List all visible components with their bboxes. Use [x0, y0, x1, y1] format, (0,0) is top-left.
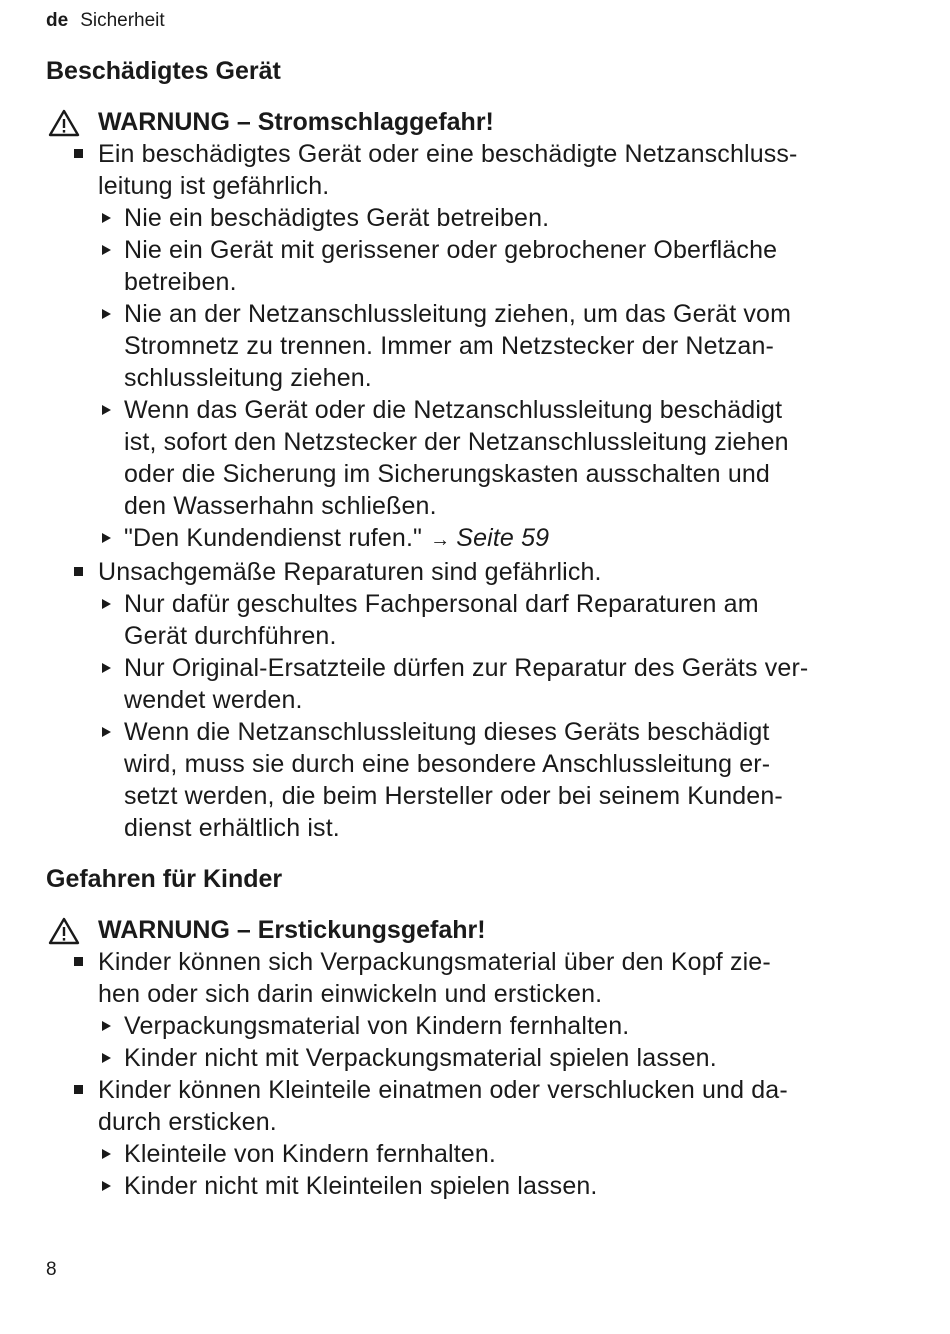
text-line: Verpackungsmaterial von Kindern fernhalten. [124, 1012, 630, 1040]
text-line: Nie an der Netzanschlussleitung ziehen, um das Gerät vom [124, 300, 792, 328]
action-item [46, 716, 896, 844]
triangle-bullet-icon [102, 213, 111, 223]
text-line: Kinder können sich Verpackungsmaterial über den Kopf zie- [98, 948, 771, 976]
action-item [46, 1010, 896, 1042]
triangle-bullet-icon [102, 1053, 111, 1063]
triangle-bullet-icon [102, 533, 111, 543]
triangle-bullet-icon [102, 1149, 111, 1159]
page-content [46, 54, 896, 1202]
text-line: dienst erhältlich ist. [124, 814, 340, 842]
hazard-item [46, 138, 896, 202]
page-header [46, 9, 165, 33]
text-line: schlussleitung ziehen. [124, 364, 372, 392]
triangle-bullet-icon [102, 599, 111, 609]
triangle-bullet-icon [102, 309, 111, 319]
action-item [46, 234, 896, 298]
text-line: Nie ein beschädigtes Gerät betreiben. [124, 204, 550, 232]
triangle-bullet-icon [102, 727, 111, 737]
language-code: de [46, 10, 69, 31]
text-line: oder die Sicherung im Sicherungskasten ausschalten und [124, 460, 770, 488]
text-line: Ein beschädigtes Gerät oder eine beschädigte Netzanschluss- [98, 140, 798, 168]
text-line: Stromnetz zu trennen. Immer am Netzstecker der Netzan- [124, 332, 774, 360]
text-line: betreiben. [124, 268, 237, 296]
text-line: leitung ist gefährlich. [98, 172, 330, 200]
text-line: Nur Original-Ersatzteile dürfen zur Reparatur des Geräts ver- [124, 654, 809, 682]
section-heading: Gefahren für Kinder [46, 865, 283, 893]
text-line: Kinder nicht mit Kleinteilen spielen lassen. [124, 1172, 598, 1200]
action-item [46, 1138, 896, 1170]
triangle-bullet-icon [102, 405, 111, 415]
text-line: Nie ein Gerät mit gerissener oder gebrochener Oberfläche [124, 236, 778, 264]
square-bullet-icon [74, 149, 83, 158]
action-item [46, 588, 896, 652]
warning-triangle-icon [48, 917, 80, 945]
action-item [46, 1042, 896, 1074]
page-reference: Seite 59 [456, 524, 550, 552]
action-item [46, 298, 896, 394]
warning-text: WARNUNG – Stromschlaggefahr! [98, 108, 494, 136]
square-bullet-icon [74, 957, 83, 966]
action-item [46, 1170, 896, 1202]
section-name: Sicherheit [80, 10, 165, 31]
text-line: ist, sofort den Netzstecker der Netzanschlussleitung ziehen [124, 428, 789, 456]
triangle-bullet-icon [102, 1021, 111, 1031]
triangle-bullet-icon [102, 663, 111, 673]
square-bullet-icon [74, 567, 83, 576]
triangle-bullet-icon [102, 1181, 111, 1191]
text-line: Kinder können Kleinteile einatmen oder verschlucken und da- [98, 1076, 788, 1104]
warning-heading [46, 914, 896, 946]
square-bullet-icon [74, 1085, 83, 1094]
text-line: wendet werden. [124, 686, 303, 714]
text-line: Gerät durchführen. [124, 622, 337, 650]
text-line: Wenn die Netzanschlussleitung dieses Geräts beschädigt [124, 718, 770, 746]
text-line: wird, muss sie durch eine besondere Anschlussleitung er- [124, 750, 771, 778]
text-line: "Den Kundendienst rufen." → Seite 59 [124, 524, 550, 552]
text-line: Kleinteile von Kindern fernhalten. [124, 1140, 497, 1168]
action-item [46, 522, 896, 556]
text-line: Kinder nicht mit Verpackungsmaterial spielen lassen. [124, 1044, 717, 1072]
action-item [46, 202, 896, 234]
warning-text: WARNUNG – Erstickungsgefahr! [98, 916, 486, 944]
text-line: Wenn das Gerät oder die Netzanschlussleitung beschädigt [124, 396, 783, 424]
text-line: Unsachgemäße Reparaturen sind gefährlich. [98, 558, 602, 586]
action-item [46, 394, 896, 522]
text-line: durch ersticken. [98, 1108, 277, 1136]
warning-heading [46, 106, 896, 138]
text-line: hen oder sich darin einwickeln und ersticken. [98, 980, 603, 1008]
text-line: den Wasserhahn schließen. [124, 492, 437, 520]
arrow-right-icon: → [430, 529, 451, 551]
hazard-item [46, 946, 896, 1010]
section-heading: Beschädigtes Gerät [46, 57, 281, 85]
text-line: setzt werden, die beim Hersteller oder bei seinem Kunden- [124, 782, 783, 810]
text-line: Nur dafür geschultes Fachpersonal darf Reparaturen am [124, 590, 759, 618]
warning-triangle-icon [48, 109, 80, 137]
page-number: 8 [46, 1259, 57, 1280]
hazard-item [46, 556, 896, 588]
hazard-item [46, 1074, 896, 1138]
action-item [46, 652, 896, 716]
triangle-bullet-icon [102, 245, 111, 255]
